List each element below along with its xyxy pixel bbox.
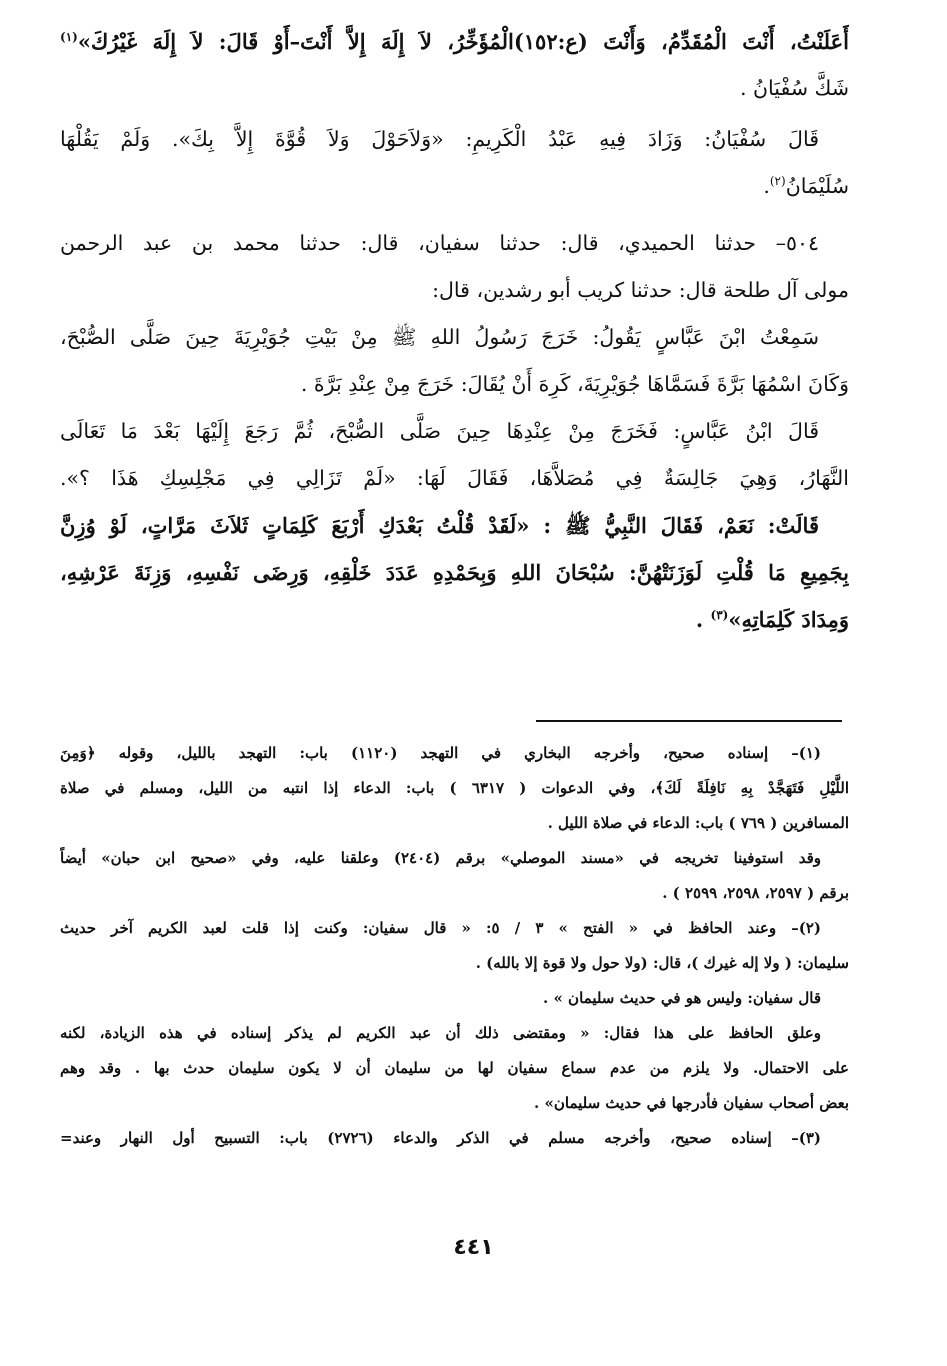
footnote-line: (٢)– وعند الحافظ في « الفتح » ٣ / ٥: « قال سفيان: وكنت إذا قلت لعبد الكريم آخر حديث [60, 919, 821, 937]
footnote-line: المسافرين ( ٧٦٩ ) باب: الدعاء في صلاة الليل . [547, 814, 849, 832]
footnote-separator [536, 720, 842, 722]
footnote-line: اللَّيْلِ فَتَهَجَّدْ بِهِ نَافِلَةً لَكَ﴾، وفي الدعوات ( ٦٣١٧ ) باب: الدعاء إذا انتبه من الليل، ومسلم في صلاة [60, 779, 849, 797]
footnote-line: برقم ( ٢٥٩٧، ٢٥٩٨، ٢٥٩٩ ) . [662, 884, 849, 902]
text-line: أَعَلَنْتُ، أَنْتَ الْمُقَدِّمُ، وَأَنْتَ (ع:١٥٢)الْمُؤَخِّرُ، لاَ إِلَهَ إِلاَّ أَنْتَ–أَوْ قَالَ: لاَ إِلَهَ غَيْرُكَ»$^{(١)}$ [60, 29, 849, 54]
main-text [60, 18, 849, 643]
text-line: سُلَيْمَانُ$^{(٢)}$. [763, 174, 849, 198]
footnote-line: (١)– إسناده صحيح، وأخرجه البخاري في التهجد (١١٢٠) باب: التهجد بالليل، وقوله ﴿وَمِنَ [60, 744, 821, 762]
footnote-ref: (٢) [769, 174, 786, 189]
footnote-line: (٣)– إسناده صحيح، وأخرجه مسلم في الذكر والدعاء (٢٧٢٦) باب: التسبيح أول النهار وعند= [60, 1129, 821, 1147]
footnote-line: على الاحتمال. ولا يلزم من عدم سماع سفيان لها من سليمان أن لا يكون سليمان حدث بها . وقد وهم [60, 1059, 849, 1077]
text-line: شَكَّ سُفْيَانُ . [739, 76, 849, 100]
page-number: ٤٤١ [453, 1235, 494, 1260]
footnote-line: قال سفيان: وليس هو في حديث سليمان » . [543, 989, 821, 1007]
footnote-line: وقد استوفينا تخريجه في «مسند الموصلي» برقم (٢٤٠٤) وعلقنا عليه، وفي «صحيح ابن حبان» أيضاً [60, 849, 821, 867]
text-line: سَمِعْتُ ابْنَ عَبَّاسٍ يَقُولُ: خَرَجَ رَسُولُ اللهِ ﷺ مِنْ بَيْتِ جُوَيْرِيَةَ حِينَ صَلَّى الصُّبْحَ، [60, 325, 819, 349]
text-line: بِجَمِيعِ مَا قُلْتِ لَوَزَنَتْهُنَّ: سُبْحَانَ اللهِ وَبِحَمْدِهِ عَدَدَ خَلْقِهِ، وَرِضَى نَفْسِهِ، وَزِنَةَ عَرْشِهِ، [60, 560, 849, 585]
footnote-ref: (٣) [710, 608, 729, 622]
footnote-line: بعض أصحاب سفيان فأدرجها في حديث سليمان» . [534, 1094, 849, 1112]
text-line: قَالَ ابْنُ عَبَّاسٍ: فَخَرَجَ مِنْ عِنْدِهَا حِينَ صَلَّى الصُّبْحَ، ثُمَّ رَجَعَ إِلَيْهَا بَعْدَ مَا تَعَالَى [60, 419, 819, 443]
footnote-ref: (١) [60, 30, 78, 44]
hadith-chain-line: ٥٠٤– حدثنا الحميدي، قال: حدثنا سفيان، قال: حدثنا محمد بن عبد الرحمن [60, 231, 819, 255]
text-line: قَالَ سُفْيَانُ: وَزَادَ فِيهِ عَبْدُ الْكَرِيمِ: «وَلاَحَوْلَ وَلاَ قُوَّةَ إِلاَّ بِكَ». وَلَمْ يَقُلْهَا [60, 127, 819, 151]
text-line: النَّهَارُ، وَهِيَ جَالِسَةٌ فِي مُصَلاَّهَا، فَقَالَ لَهَا: «لَمْ تَزَالِي فِي مَجْلِسِكِ هَذَا ؟». [60, 466, 849, 490]
text-line: وَمِدَادَ كَلِمَاتِهِ»$^{(٣)}$ . [695, 607, 849, 632]
footnotes [60, 736, 849, 1156]
text-line: قَالَتْ: نَعَمْ، فَقَالَ النَّبِيُّ ﷺ : «لَقَدْ قُلْتُ بَعْدَكِ أَرْبَعَ كَلِمَاتٍ ثَلاَثَ مَرَّاتٍ، لَوْ وُزِنَّ [60, 513, 819, 538]
hadith-chain-line: مولى آل طلحة قال: حدثنا كريب أبو رشدين، قال: [432, 278, 849, 302]
text-line: وَكَانَ اسْمُهَا بَرَّةَ فَسَمَّاهَا جُوَيْرِيَةَ، كَرِهَ أَنْ يُقَالَ: خَرَجَ مِنْ عِنْدِ بَرَّةَ . [300, 372, 849, 396]
footnote-line: سليمان: ( ولا إله غيرك )، قال: (ولا حول ولا قوة إلا بالله) . [475, 954, 849, 972]
footnote-line: وعلق الحافظ على هذا فقال: « ومقتضى ذلك أن عبد الكريم لم يذكر إسناده في هذه الزيادة، لكنه [60, 1024, 821, 1042]
